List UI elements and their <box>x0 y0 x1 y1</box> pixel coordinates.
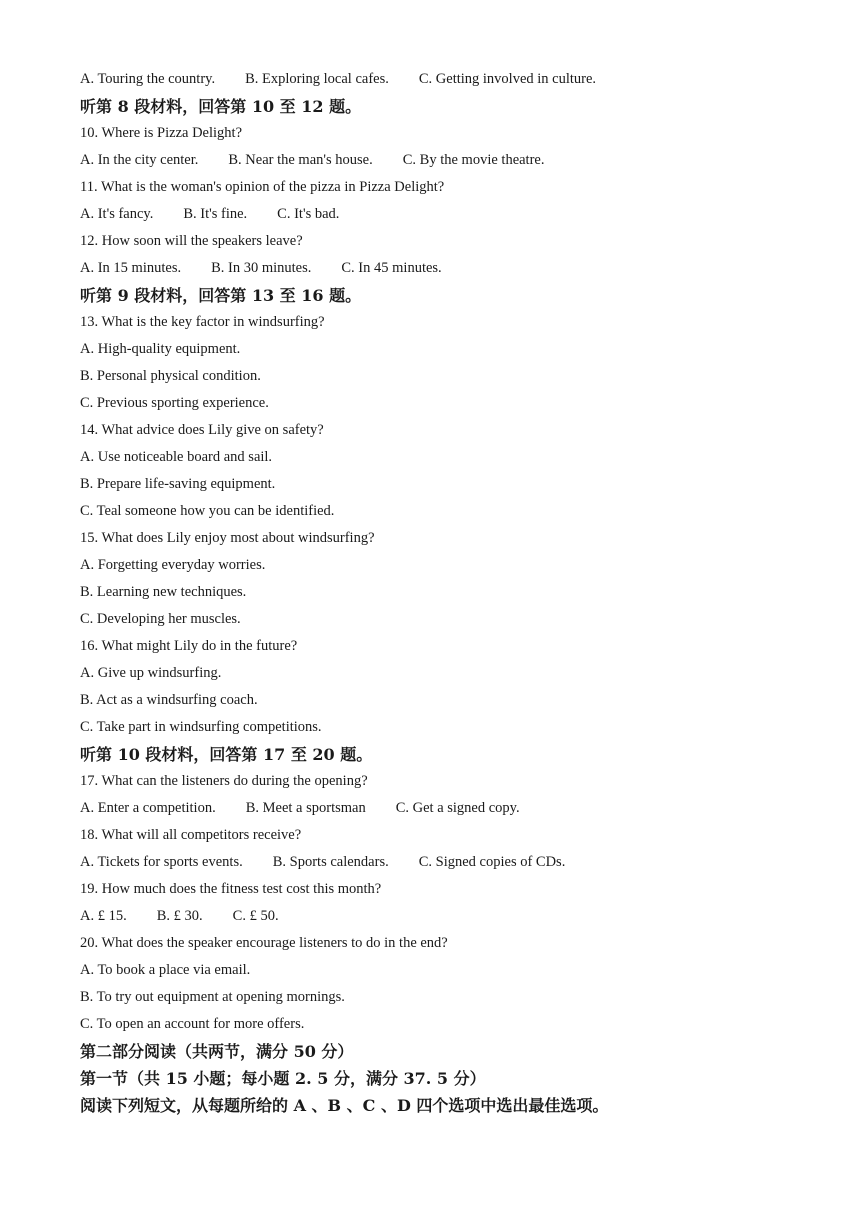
q17-option-c: C. Get a signed copy. <box>395 800 520 816</box>
q16-option-b: B. Act as a windsurfing coach. <box>80 692 258 708</box>
q12-option-b: B. In 30 minutes. <box>211 260 312 276</box>
q18-option-b: B. Sports calendars. <box>272 854 389 870</box>
q10-options <box>80 147 840 174</box>
q15-option-c: C. Developing her muscles. <box>80 611 241 627</box>
question-20: 20. What does the speaker encourage listeners to do in the end? <box>80 935 448 951</box>
question-14: 14. What advice does Lily give on safety? <box>80 422 324 438</box>
q11-options <box>80 201 840 228</box>
q9-options <box>80 66 840 93</box>
q14-option-a: A. Use noticeable board and sail. <box>80 449 273 465</box>
q19-option-c: C. £ 50. <box>232 908 279 924</box>
q16-option-c: C. Take part in windsurfing competitions. <box>80 719 322 735</box>
q12-options <box>80 255 840 282</box>
q15-option-a: A. Forgetting everyday worries. <box>80 557 266 573</box>
q18-options <box>80 849 840 876</box>
part-2-heading: 第二部分阅读（共两节，满分 50 分） <box>80 1042 354 1061</box>
q18-option-c: C. Signed copies of CDs. <box>418 854 566 870</box>
q17-options <box>80 795 840 822</box>
q10-option-b: B. Near the man's house. <box>228 152 373 168</box>
q17-option-a: A. Enter a competition. <box>80 800 216 816</box>
q20-option-a: A. To book a place via email. <box>80 962 251 978</box>
q19-options <box>80 903 840 930</box>
q19-option-a: A. £ 15. <box>80 908 127 924</box>
question-16: 16. What might Lily do in the future? <box>80 638 298 654</box>
q10-option-a: A. In the city center. <box>80 152 199 168</box>
question-10: 10. Where is Pizza Delight? <box>80 125 242 141</box>
q13-option-b: B. Personal physical condition. <box>80 368 261 384</box>
section-10-heading: 听第 10 段材料，回答第 17 至 20 题。 <box>80 745 373 764</box>
q9-option-b: B. Exploring local cafes. <box>245 71 389 87</box>
section-9-heading: 听第 9 段材料，回答第 13 至 16 题。 <box>80 286 362 305</box>
q13-option-a: A. High-quality equipment. <box>80 341 241 357</box>
part-2-instruction: 阅读下列短文，从每题所给的 A 、B 、C 、D 四个选项中选出最佳选项。 <box>80 1096 609 1115</box>
question-17: 17. What can the listeners do during the opening? <box>80 773 368 789</box>
q20-option-c: C. To open an account for more offers. <box>80 1016 305 1032</box>
q12-option-c: C. In 45 minutes. <box>341 260 442 276</box>
q11-option-b: B. It's fine. <box>183 206 248 222</box>
q12-option-a: A. In 15 minutes. <box>80 260 182 276</box>
q11-option-c: C. It's bad. <box>277 206 340 222</box>
q9-option-c: C. Getting involved in culture. <box>418 71 597 87</box>
question-13: 13. What is the key factor in windsurfing? <box>80 314 325 330</box>
q20-option-b: B. To try out equipment at opening mornings. <box>80 989 345 1005</box>
exam-page <box>80 66 840 1119</box>
question-12: 12. How soon will the speakers leave? <box>80 233 303 249</box>
question-18: 18. What will all competitors receive? <box>80 827 302 843</box>
q19-option-b: B. £ 30. <box>156 908 203 924</box>
q18-option-a: A. Tickets for sports events. <box>80 854 243 870</box>
question-11: 11. What is the woman's opinion of the pizza in Pizza Delight? <box>80 179 445 195</box>
q16-option-a: A. Give up windsurfing. <box>80 665 222 681</box>
q15-option-b: B. Learning new techniques. <box>80 584 247 600</box>
part-2-section-1-heading: 第一节（共 15 小题；每小题 2. 5 分，满分 37. 5 分） <box>80 1069 486 1088</box>
q9-option-a: A. Touring the country. <box>80 71 216 87</box>
q13-option-c: C. Previous sporting experience. <box>80 395 269 411</box>
q17-option-b: B. Meet a sportsman <box>245 800 366 816</box>
question-19: 19. How much does the fitness test cost this month? <box>80 881 382 897</box>
q11-option-a: A. It's fancy. <box>80 206 154 222</box>
q10-option-c: C. By the movie theatre. <box>402 152 545 168</box>
section-8-heading: 听第 8 段材料，回答第 10 至 12 题。 <box>80 97 362 116</box>
question-15: 15. What does Lily enjoy most about windsurfing? <box>80 530 375 546</box>
q14-option-b: B. Prepare life-saving equipment. <box>80 476 276 492</box>
q14-option-c: C. Teal someone how you can be identified. <box>80 503 335 519</box>
